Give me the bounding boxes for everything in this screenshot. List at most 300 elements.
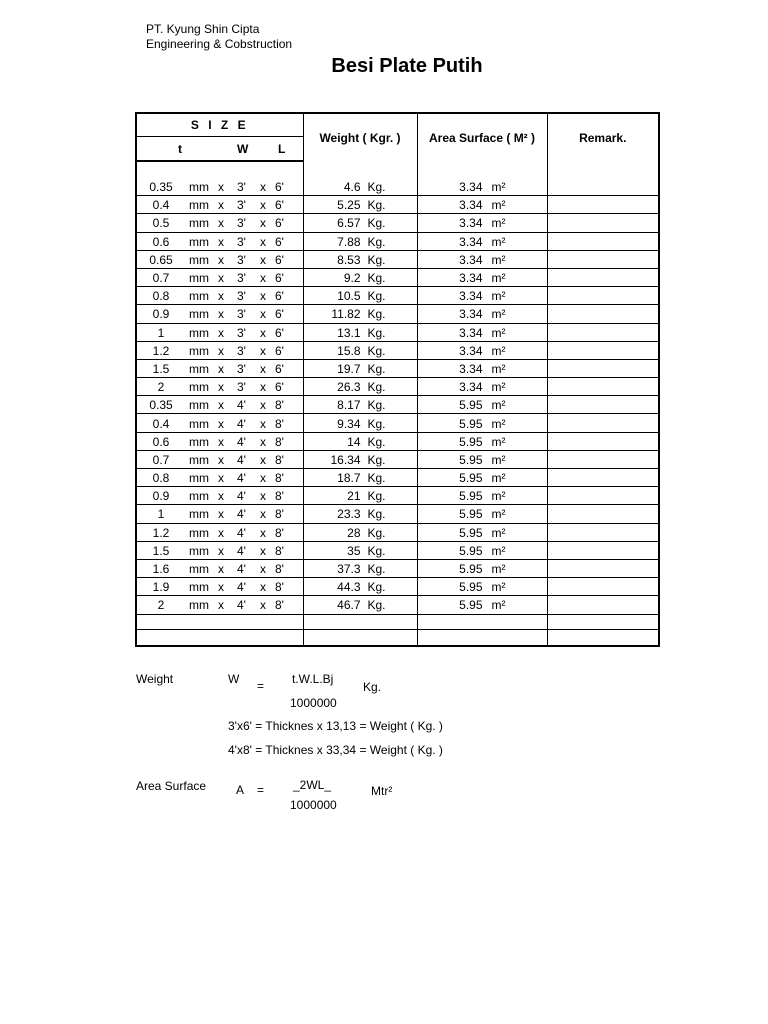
remark-cell bbox=[547, 578, 659, 596]
weight-cell bbox=[303, 505, 417, 523]
times-sign: x bbox=[260, 271, 266, 286]
thickness-value: 0.8 bbox=[152, 471, 170, 486]
table-row bbox=[136, 578, 659, 596]
times-sign: x bbox=[260, 452, 266, 467]
times-sign: x bbox=[260, 416, 266, 431]
area-header: Area Surface ( M² ) bbox=[417, 113, 547, 161]
length-value: 8' bbox=[275, 416, 284, 431]
weight-value: 8.53 bbox=[337, 252, 361, 267]
thickness-value: 2 bbox=[157, 380, 165, 395]
area-value: 5.95 bbox=[459, 471, 483, 486]
times-sign: x bbox=[218, 234, 224, 249]
weight-value: 14 bbox=[347, 434, 361, 449]
weight-value: 8.17 bbox=[337, 398, 361, 413]
area-value: 5.95 bbox=[459, 416, 483, 431]
area-value: 3.34 bbox=[459, 234, 483, 249]
thickness-value: 1.5 bbox=[152, 543, 170, 558]
thickness-unit: mm bbox=[189, 398, 209, 413]
weight-cell bbox=[303, 432, 417, 450]
area-cell bbox=[417, 268, 547, 286]
width-value: 3' bbox=[237, 180, 246, 195]
thickness-unit: mm bbox=[189, 198, 209, 213]
times-sign: x bbox=[218, 380, 224, 395]
thickness-value: 1.2 bbox=[152, 525, 170, 540]
size-cell bbox=[136, 505, 303, 523]
area-value: 3.34 bbox=[459, 198, 483, 213]
length-value: 8' bbox=[275, 471, 284, 486]
area-value: 3.34 bbox=[459, 180, 483, 195]
length-value: 6' bbox=[275, 271, 284, 286]
length-value: 8' bbox=[275, 452, 284, 467]
times-sign: x bbox=[218, 580, 224, 595]
area-cell bbox=[417, 414, 547, 432]
weight-formula-unit: Kg. bbox=[363, 680, 382, 694]
times-sign: x bbox=[218, 307, 224, 322]
area-cell bbox=[417, 596, 547, 614]
area-unit: m² bbox=[491, 252, 506, 267]
area-formula-unit: Mtr² bbox=[371, 784, 393, 798]
thickness-unit: mm bbox=[189, 307, 209, 322]
area-value: 5.95 bbox=[459, 452, 483, 467]
weight-unit: Kg. bbox=[367, 580, 386, 595]
area-cell bbox=[417, 232, 547, 250]
area-denominator: 1000000 bbox=[290, 798, 337, 812]
area-value: 3.34 bbox=[459, 271, 483, 286]
times-sign: x bbox=[260, 507, 266, 522]
area-cell bbox=[417, 305, 547, 323]
area-value: 3.34 bbox=[459, 325, 483, 340]
weight-value: 10.5 bbox=[337, 289, 361, 304]
size-header: S I Z E bbox=[136, 113, 303, 137]
weight-denominator: 1000000 bbox=[290, 696, 337, 710]
remark-cell bbox=[547, 178, 659, 196]
table-row bbox=[136, 396, 659, 414]
area-value: 3.34 bbox=[459, 307, 483, 322]
company-name-line1: PT. Kyung Shin Cipta bbox=[146, 22, 260, 36]
weight-cell bbox=[303, 268, 417, 286]
weight-unit: Kg. bbox=[367, 471, 386, 486]
thickness-unit: mm bbox=[189, 234, 209, 249]
width-value: 4' bbox=[237, 398, 246, 413]
weight-cell bbox=[303, 469, 417, 487]
table-spacer-row bbox=[136, 161, 659, 178]
weight-unit: Kg. bbox=[367, 252, 386, 267]
area-unit: m² bbox=[491, 380, 506, 395]
size-cell bbox=[136, 432, 303, 450]
size-cell bbox=[136, 323, 303, 341]
weight-cell bbox=[303, 178, 417, 196]
weight-unit: Kg. bbox=[367, 289, 386, 304]
width-value: 4' bbox=[237, 598, 246, 613]
size-cell bbox=[136, 523, 303, 541]
size-cell bbox=[136, 250, 303, 268]
length-value: 6' bbox=[275, 325, 284, 340]
size-cell bbox=[136, 378, 303, 396]
weight-formula-label: Weight bbox=[136, 672, 174, 686]
size-cell bbox=[136, 214, 303, 232]
area-numerator: _2WL_ bbox=[293, 778, 332, 792]
weight-unit: Kg. bbox=[367, 180, 386, 195]
times-sign: x bbox=[260, 234, 266, 249]
weight-unit: Kg. bbox=[367, 434, 386, 449]
table-row bbox=[136, 178, 659, 196]
thickness-unit: mm bbox=[189, 216, 209, 231]
weight-cell bbox=[303, 541, 417, 559]
area-unit: m² bbox=[491, 471, 506, 486]
weight-cell bbox=[303, 450, 417, 468]
remark-cell bbox=[547, 469, 659, 487]
document-title: Besi Plate Putih bbox=[331, 55, 483, 77]
table-row bbox=[136, 305, 659, 323]
area-unit: m² bbox=[491, 434, 506, 449]
area-unit: m² bbox=[491, 489, 506, 504]
area-cell bbox=[417, 341, 547, 359]
area-cell bbox=[417, 469, 547, 487]
weight-unit: Kg. bbox=[367, 416, 386, 431]
w-subheader: W bbox=[237, 142, 249, 156]
table-row bbox=[136, 596, 659, 614]
size-cell bbox=[136, 268, 303, 286]
times-sign: x bbox=[218, 216, 224, 231]
weight-value: 9.34 bbox=[337, 416, 361, 431]
length-value: 6' bbox=[275, 180, 284, 195]
table-row bbox=[136, 268, 659, 286]
remark-cell bbox=[547, 396, 659, 414]
area-cell bbox=[417, 378, 547, 396]
area-value: 3.34 bbox=[459, 361, 483, 376]
remark-header: Remark. bbox=[579, 130, 627, 145]
table-row bbox=[136, 287, 659, 305]
weight-value: 18.7 bbox=[337, 471, 361, 486]
times-sign: x bbox=[218, 271, 224, 286]
weight-equals: = bbox=[257, 679, 265, 693]
width-value: 4' bbox=[237, 434, 246, 449]
table-row bbox=[136, 469, 659, 487]
thickness-value: 0.6 bbox=[152, 434, 170, 449]
thickness-unit: mm bbox=[189, 562, 209, 577]
area-unit: m² bbox=[491, 543, 506, 558]
thickness-unit: mm bbox=[189, 416, 209, 431]
length-value: 8' bbox=[275, 580, 284, 595]
area-value: 3.34 bbox=[459, 216, 483, 231]
weight-cell bbox=[303, 323, 417, 341]
table-row bbox=[136, 196, 659, 214]
weight-unit: Kg. bbox=[367, 489, 386, 504]
length-value: 6' bbox=[275, 361, 284, 376]
weight-cell bbox=[303, 378, 417, 396]
remark-cell bbox=[547, 305, 659, 323]
length-value: 6' bbox=[275, 289, 284, 304]
table-row bbox=[136, 505, 659, 523]
table-row bbox=[136, 359, 659, 377]
times-sign: x bbox=[218, 507, 224, 522]
area-unit: m² bbox=[491, 343, 506, 358]
area-value: 5.95 bbox=[459, 398, 483, 413]
length-value: 8' bbox=[275, 598, 284, 613]
times-sign: x bbox=[260, 525, 266, 540]
thickness-unit: mm bbox=[189, 252, 209, 267]
weight-unit: Kg. bbox=[367, 325, 386, 340]
weight-value: 13.1 bbox=[337, 325, 361, 340]
thickness-unit: mm bbox=[189, 343, 209, 358]
area-unit: m² bbox=[491, 307, 506, 322]
area-value: 5.95 bbox=[459, 489, 483, 504]
times-sign: x bbox=[218, 398, 224, 413]
thickness-unit: mm bbox=[189, 180, 209, 195]
area-unit: m² bbox=[491, 289, 506, 304]
remark-cell bbox=[547, 559, 659, 577]
area-value: 3.34 bbox=[459, 343, 483, 358]
area-cell bbox=[417, 578, 547, 596]
width-value: 3' bbox=[237, 325, 246, 340]
area-cell bbox=[417, 323, 547, 341]
area-unit: m² bbox=[491, 180, 506, 195]
table-row bbox=[136, 559, 659, 577]
weight-value: 46.7 bbox=[337, 598, 361, 613]
area-unit: m² bbox=[491, 562, 506, 577]
times-sign: x bbox=[218, 598, 224, 613]
weight-unit: Kg. bbox=[367, 398, 386, 413]
width-value: 4' bbox=[237, 507, 246, 522]
times-sign: x bbox=[260, 434, 266, 449]
area-value: 5.95 bbox=[459, 598, 483, 613]
area-value: 5.95 bbox=[459, 580, 483, 595]
area-cell bbox=[417, 396, 547, 414]
times-sign: x bbox=[260, 489, 266, 504]
times-sign: x bbox=[260, 180, 266, 195]
area-value: 3.34 bbox=[459, 380, 483, 395]
area-cell bbox=[417, 196, 547, 214]
size-cell bbox=[136, 396, 303, 414]
times-sign: x bbox=[218, 452, 224, 467]
remark-cell bbox=[547, 250, 659, 268]
area-unit: m² bbox=[491, 507, 506, 522]
times-sign: x bbox=[260, 343, 266, 358]
times-sign: x bbox=[218, 325, 224, 340]
weight-unit: Kg. bbox=[367, 271, 386, 286]
remark-cell bbox=[547, 341, 659, 359]
size-cell bbox=[136, 305, 303, 323]
times-sign: x bbox=[218, 252, 224, 267]
area-unit: m² bbox=[491, 525, 506, 540]
width-value: 4' bbox=[237, 580, 246, 595]
weight-value: 44.3 bbox=[337, 580, 361, 595]
area-cell bbox=[417, 287, 547, 305]
area-cell bbox=[417, 359, 547, 377]
weight-cell bbox=[303, 487, 417, 505]
thickness-value: 0.7 bbox=[152, 452, 170, 467]
weight-value: 5.25 bbox=[337, 198, 361, 213]
thickness-value: 0.7 bbox=[152, 271, 170, 286]
weight-value: 11.82 bbox=[331, 307, 361, 322]
length-value: 8' bbox=[275, 434, 284, 449]
remark-cell bbox=[547, 596, 659, 614]
thickness-value: 2 bbox=[157, 598, 165, 613]
weight-cell bbox=[303, 287, 417, 305]
weight-cell bbox=[303, 232, 417, 250]
rule-3x6: 3'x6' = Thicknes x 13,13 = Weight ( Kg. ) bbox=[228, 719, 443, 733]
weight-value: 28 bbox=[347, 525, 361, 540]
thickness-value: 0.9 bbox=[152, 307, 170, 322]
weight-value: 4.6 bbox=[343, 180, 361, 195]
thickness-unit: mm bbox=[189, 452, 209, 467]
weight-value: 16.34 bbox=[330, 452, 361, 467]
thickness-value: 1.5 bbox=[152, 361, 170, 376]
area-value: 5.95 bbox=[459, 543, 483, 558]
remark-cell bbox=[547, 323, 659, 341]
weight-value: 37.3 bbox=[337, 562, 361, 577]
size-cell bbox=[136, 541, 303, 559]
weight-cell bbox=[303, 523, 417, 541]
length-value: 6' bbox=[275, 380, 284, 395]
width-value: 3' bbox=[237, 307, 246, 322]
weight-unit: Kg. bbox=[367, 198, 386, 213]
remark-cell bbox=[547, 287, 659, 305]
thickness-unit: mm bbox=[189, 471, 209, 486]
times-sign: x bbox=[260, 398, 266, 413]
size-cell bbox=[136, 232, 303, 250]
weight-value: 9.2 bbox=[343, 271, 361, 286]
size-cell bbox=[136, 341, 303, 359]
area-unit: m² bbox=[491, 452, 506, 467]
weight-value: 6.57 bbox=[337, 216, 361, 231]
times-sign: x bbox=[218, 361, 224, 376]
remark-cell bbox=[547, 487, 659, 505]
length-value: 6' bbox=[275, 252, 284, 267]
thickness-value: 0.8 bbox=[152, 289, 170, 304]
remark-cell bbox=[547, 541, 659, 559]
size-cell bbox=[136, 450, 303, 468]
width-value: 3' bbox=[237, 361, 246, 376]
size-cell bbox=[136, 469, 303, 487]
weight-cell bbox=[303, 196, 417, 214]
times-sign: x bbox=[218, 543, 224, 558]
thickness-unit: mm bbox=[189, 580, 209, 595]
thickness-unit: mm bbox=[189, 525, 209, 540]
length-value: 6' bbox=[275, 234, 284, 249]
times-sign: x bbox=[260, 380, 266, 395]
width-value: 3' bbox=[237, 271, 246, 286]
area-equals: = bbox=[257, 783, 265, 797]
weight-cell bbox=[303, 305, 417, 323]
width-value: 4' bbox=[237, 562, 246, 577]
area-cell bbox=[417, 559, 547, 577]
times-sign: x bbox=[260, 562, 266, 577]
thickness-unit: mm bbox=[189, 598, 209, 613]
times-sign: x bbox=[260, 598, 266, 613]
weight-cell bbox=[303, 559, 417, 577]
area-value: 5.95 bbox=[459, 525, 483, 540]
area-symbol: A bbox=[236, 783, 245, 797]
company-name bbox=[146, 22, 292, 52]
table-blank-row bbox=[136, 629, 659, 646]
thickness-value: 1.2 bbox=[152, 343, 170, 358]
area-cell bbox=[417, 214, 547, 232]
weight-unit: Kg. bbox=[367, 525, 386, 540]
length-value: 8' bbox=[275, 398, 284, 413]
weight-value: 26.3 bbox=[337, 380, 361, 395]
thickness-value: 1 bbox=[157, 325, 165, 340]
weight-unit: Kg. bbox=[367, 307, 386, 322]
thickness-value: 0.5 bbox=[152, 216, 170, 231]
width-value: 3' bbox=[237, 289, 246, 304]
size-cell bbox=[136, 578, 303, 596]
area-value: 5.95 bbox=[459, 434, 483, 449]
thickness-unit: mm bbox=[189, 289, 209, 304]
area-cell bbox=[417, 505, 547, 523]
table-row bbox=[136, 450, 659, 468]
thickness-unit: mm bbox=[189, 380, 209, 395]
times-sign: x bbox=[260, 325, 266, 340]
times-sign: x bbox=[218, 489, 224, 504]
table-row bbox=[136, 323, 659, 341]
thickness-unit: mm bbox=[189, 325, 209, 340]
area-value: 5.95 bbox=[459, 507, 483, 522]
area-cell bbox=[417, 178, 547, 196]
weight-value: 21 bbox=[347, 489, 361, 504]
area-unit: m² bbox=[491, 198, 506, 213]
remark-cell bbox=[547, 232, 659, 250]
remark-cell bbox=[547, 378, 659, 396]
times-sign: x bbox=[260, 307, 266, 322]
area-value: 3.34 bbox=[459, 252, 483, 267]
area-cell bbox=[417, 432, 547, 450]
weight-cell bbox=[303, 341, 417, 359]
thickness-unit: mm bbox=[189, 489, 209, 504]
weight-unit: Kg. bbox=[367, 598, 386, 613]
width-value: 4' bbox=[237, 416, 246, 431]
weight-cell bbox=[303, 359, 417, 377]
remark-cell bbox=[547, 214, 659, 232]
table-row bbox=[136, 487, 659, 505]
thickness-value: 0.4 bbox=[152, 198, 170, 213]
weight-symbol: W bbox=[228, 672, 240, 686]
table-row bbox=[136, 414, 659, 432]
times-sign: x bbox=[260, 543, 266, 558]
times-sign: x bbox=[218, 416, 224, 431]
width-value: 3' bbox=[237, 216, 246, 231]
length-value: 8' bbox=[275, 489, 284, 504]
remark-cell bbox=[547, 505, 659, 523]
thickness-value: 1.9 bbox=[152, 580, 170, 595]
size-cell bbox=[136, 487, 303, 505]
width-value: 3' bbox=[237, 234, 246, 249]
thickness-value: 0.35 bbox=[149, 398, 173, 413]
length-value: 6' bbox=[275, 343, 284, 358]
weight-unit: Kg. bbox=[367, 507, 386, 522]
remark-cell bbox=[547, 450, 659, 468]
width-value: 3' bbox=[237, 343, 246, 358]
l-subheader: L bbox=[278, 142, 286, 156]
weight-cell bbox=[303, 578, 417, 596]
weight-unit: Kg. bbox=[367, 452, 386, 467]
size-cell bbox=[136, 359, 303, 377]
width-value: 3' bbox=[237, 380, 246, 395]
table-blank-row bbox=[136, 614, 659, 629]
times-sign: x bbox=[260, 198, 266, 213]
weight-unit: Kg. bbox=[367, 543, 386, 558]
times-sign: x bbox=[260, 471, 266, 486]
thickness-unit: mm bbox=[189, 543, 209, 558]
width-value: 3' bbox=[237, 252, 246, 267]
plate-spec-table bbox=[135, 112, 660, 647]
area-unit: m² bbox=[491, 361, 506, 376]
times-sign: x bbox=[218, 525, 224, 540]
table-row bbox=[136, 250, 659, 268]
thickness-value: 0.35 bbox=[149, 180, 173, 195]
thickness-value: 1.6 bbox=[152, 562, 170, 577]
weight-unit: Kg. bbox=[367, 216, 386, 231]
